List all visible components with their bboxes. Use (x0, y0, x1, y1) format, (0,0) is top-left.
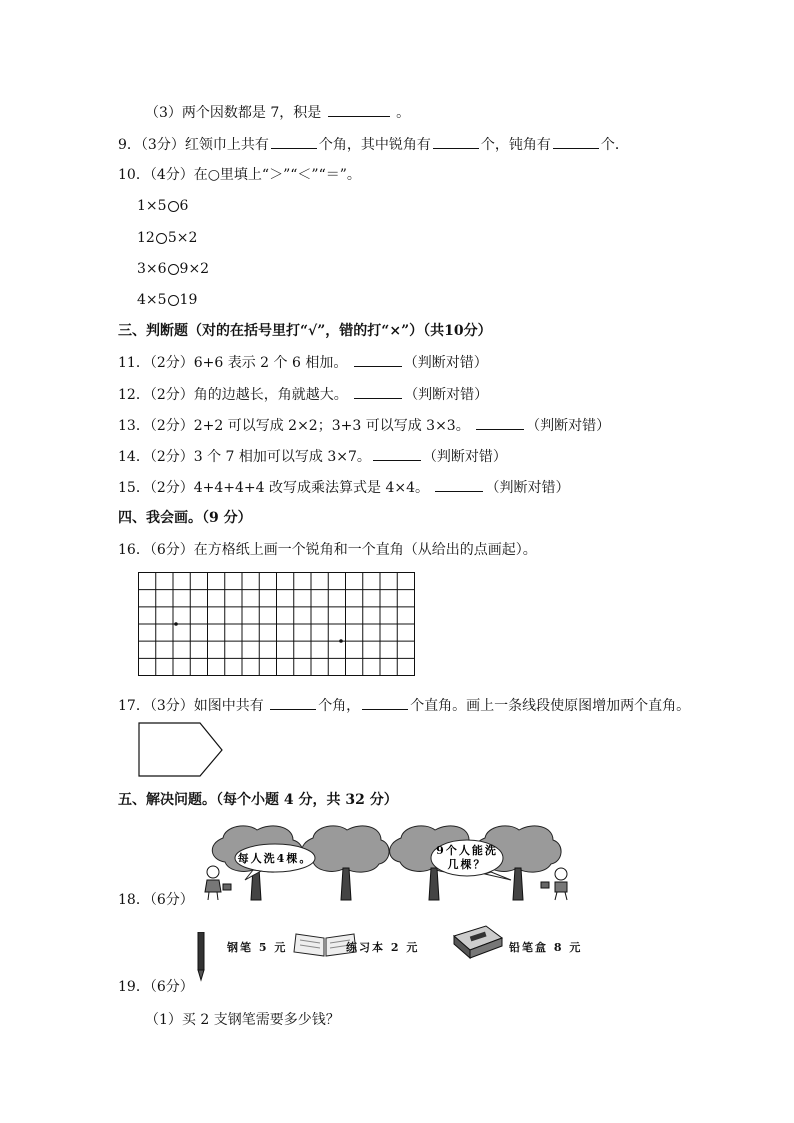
question-17: 17．（3分）如图中共有 个角， 个直角。画上一条线段使原图增加两个直角。 (118, 695, 690, 716)
bubble-text-right-2: 几棵？ (447, 858, 487, 871)
answer-blank[interactable] (362, 695, 408, 710)
compare-item: 4×5 19 (137, 292, 198, 308)
answer-blank[interactable] (354, 352, 402, 367)
answer-blank[interactable] (553, 134, 599, 149)
question-11: 11．（2分）6+6 表示 2 个 6 相加。 （判断对错） (118, 352, 488, 373)
pentagon-figure[interactable] (138, 722, 228, 780)
tree-left-2 (302, 826, 389, 872)
answer-blank[interactable] (373, 446, 421, 461)
square-grid[interactable] (138, 572, 418, 678)
question-14: 14．（2分）3 个 7 相加可以写成 3×7。 （判断对错） (118, 446, 507, 467)
answer-blank[interactable] (433, 134, 479, 149)
bubble-text-right-1: 9个人能洗 (436, 844, 498, 857)
start-point[interactable] (174, 622, 178, 626)
compare-item: 1×5 6 (137, 198, 189, 214)
pen-price: 钢笔 5 元 (227, 941, 288, 954)
girl-figure (205, 866, 231, 900)
question-15: 15．（2分）4+4+4+4 改写成乘法算式是 4×4。 （判断对错） (118, 477, 569, 498)
question-10-title: 10．（4分）在○里填上“＞”“＜”“＝”。 (118, 167, 361, 183)
question-19-sub1: （1）买 2 支钢笔需要多少钱？ (145, 1012, 340, 1028)
compare-circle[interactable] (168, 201, 179, 212)
start-point[interactable] (339, 639, 343, 643)
bubble-text-left: 每人洗4棵。 (237, 852, 313, 865)
section-5-heading: 五、解决问题。（每个小题 4 分，共 32 分） (118, 792, 398, 808)
q8-sub3: （3）两个因数都是 7，积是 。 (145, 102, 410, 123)
question-18-label: 18．（6分） (118, 892, 194, 908)
question-16: 16．（6分）在方格纸上画一个锐角和一个直角（从给出的点画起）。 (118, 542, 537, 558)
tree-watering-illustration (195, 822, 580, 904)
pencil-box-price: 铅笔盒 8 元 (509, 941, 583, 954)
answer-blank[interactable] (435, 477, 483, 492)
compare-circle[interactable] (168, 295, 179, 306)
answer-blank[interactable] (354, 384, 402, 399)
question-19-label: 19．（6分） (118, 979, 194, 995)
compare-circle[interactable] (168, 264, 179, 275)
answer-blank[interactable] (270, 695, 316, 710)
section-4-heading: 四、我会画。（9 分） (118, 510, 252, 526)
notebook-price: 练习本 2 元 (346, 941, 420, 954)
section-3-heading: 三、判断题（对的在括号里打“√”，错的打“×”）（共10分） (118, 323, 492, 339)
compare-circle[interactable] (156, 233, 167, 244)
question-13: 13．（2分）2+2 可以写成 2×2；3+3 可以写成 3×3。 （判断对错） (118, 415, 610, 436)
pencil-box-icon (452, 924, 504, 960)
answer-blank[interactable] (328, 102, 390, 117)
question-9: 9．（3分）红领巾上共有 个角，其中锐角有 个，钝角有 个． (118, 134, 629, 155)
pen-icon (195, 932, 207, 982)
compare-item: 12 5×2 (137, 230, 198, 246)
answer-blank[interactable] (476, 415, 524, 430)
boy-figure (541, 868, 567, 900)
question-12: 12．（2分）角的边越长，角就越大。 （判断对错） (118, 384, 488, 405)
answer-blank[interactable] (271, 134, 317, 149)
compare-item: 3×6 9×2 (137, 261, 210, 277)
